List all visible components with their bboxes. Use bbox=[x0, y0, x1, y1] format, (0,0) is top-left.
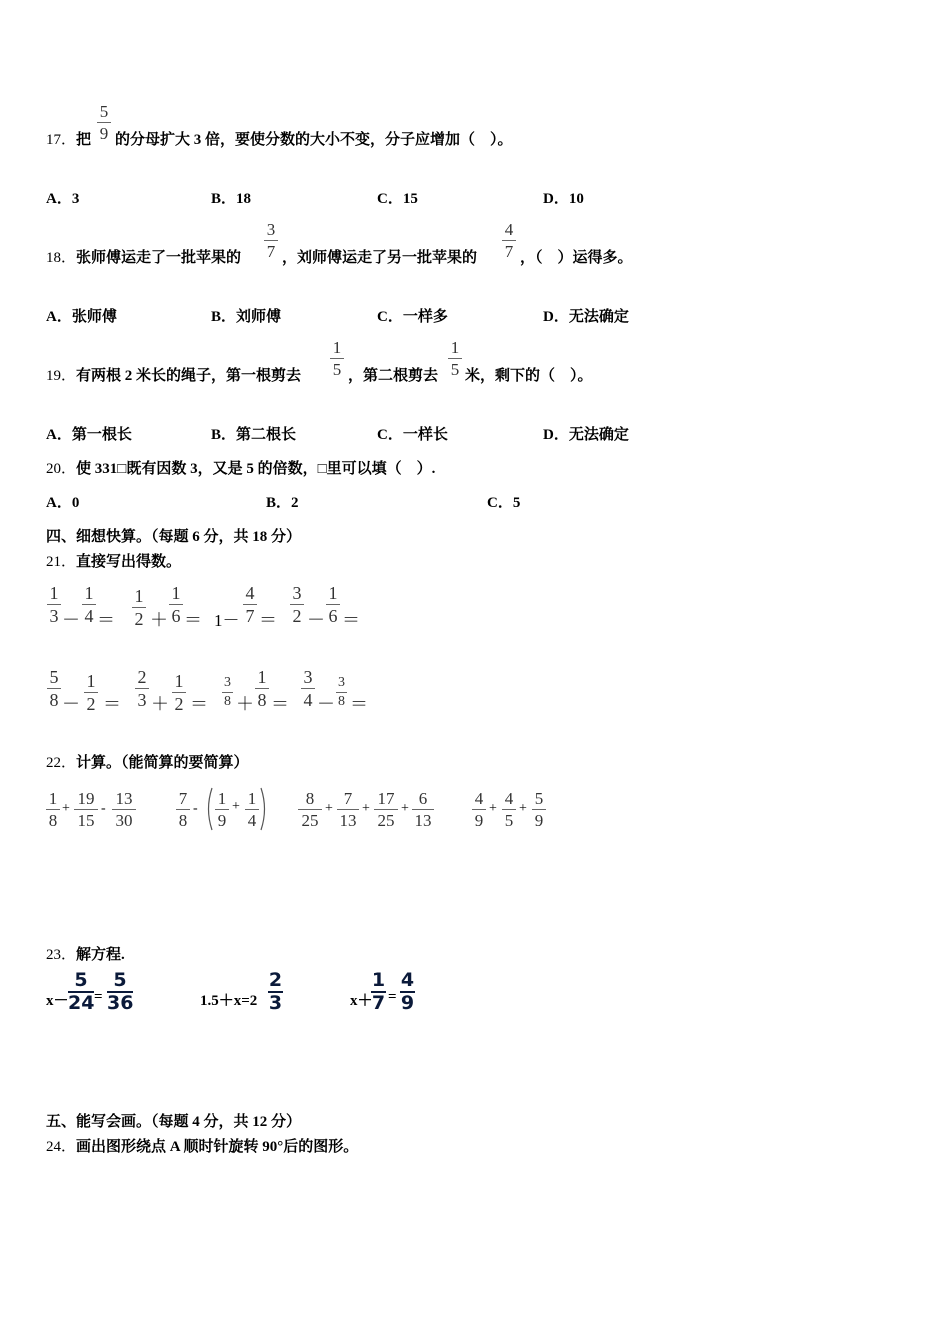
operator: - bbox=[193, 801, 198, 816]
fraction-3-7 bbox=[264, 221, 278, 260]
option-a[interactable]: A．第一根长 bbox=[46, 427, 132, 443]
question-17 bbox=[46, 128, 91, 149]
operator: ＋ bbox=[236, 694, 254, 714]
option-b[interactable]: B．刘师傅 bbox=[211, 309, 282, 325]
fraction-4-7 bbox=[502, 221, 516, 260]
fraction: 7 8 bbox=[176, 790, 190, 829]
operator: - bbox=[101, 801, 106, 816]
fraction: 4 9 bbox=[400, 969, 415, 1014]
operator: + bbox=[62, 801, 70, 816]
option-c[interactable]: C．一样多 bbox=[377, 309, 448, 325]
question-text-post: ，（ ）运得多。 bbox=[520, 250, 633, 266]
question-text-post: 米，剩下的（ ）。 bbox=[465, 368, 593, 384]
numerator: 1 bbox=[332, 338, 342, 357]
fraction: 3 2 bbox=[290, 584, 304, 625]
option-b[interactable]: B．18 bbox=[211, 191, 252, 207]
fraction: 1 3 bbox=[47, 584, 61, 625]
question-21 bbox=[46, 550, 181, 571]
numerator: 4 bbox=[504, 220, 514, 239]
equation-lead: x－ bbox=[46, 993, 69, 1009]
right-parenthesis bbox=[259, 786, 269, 832]
section-heading-4: 四、细想快算。（每题 6 分，共 18 分） bbox=[46, 529, 302, 545]
option-a[interactable]: A．张师傅 bbox=[46, 309, 117, 325]
fraction: 5 36 bbox=[107, 969, 134, 1014]
numerator: 5 bbox=[99, 102, 109, 121]
fraction: 5 24 bbox=[68, 969, 95, 1014]
option-d[interactable]: D．无法确定 bbox=[543, 427, 629, 443]
operator: + bbox=[362, 801, 370, 816]
question-number: 17． bbox=[46, 132, 77, 148]
denominator: 7 bbox=[504, 242, 514, 261]
operator: + bbox=[519, 801, 527, 816]
option-c[interactable]: C．5 bbox=[487, 495, 521, 511]
fraction: 1 7 bbox=[371, 969, 386, 1014]
fraction: 1 6 bbox=[326, 584, 340, 625]
fraction: 1 8 bbox=[46, 790, 60, 829]
option-c[interactable]: C．15 bbox=[377, 191, 418, 207]
fraction: 13 30 bbox=[112, 790, 136, 829]
denominator: 5 bbox=[332, 360, 342, 379]
question-text: 使 331□既有因数 3，又是 5 的倍数，□里可以填（ ）. bbox=[76, 461, 436, 477]
question-text-post: 的分母扩大 3 倍，要使分数的大小不变，分子应增加（ ）。 bbox=[115, 132, 513, 148]
question-number: 18． bbox=[46, 250, 77, 266]
option-b[interactable]: B．第二根长 bbox=[211, 427, 297, 443]
question-24 bbox=[46, 1135, 358, 1156]
equals: ＝ bbox=[190, 694, 208, 714]
question-text: 解方程. bbox=[76, 947, 125, 963]
operator: + bbox=[489, 801, 497, 816]
fraction-1-5 bbox=[330, 339, 344, 378]
question-number: 19． bbox=[46, 368, 77, 384]
fraction: 8 25 bbox=[298, 790, 322, 829]
equals: ＝ bbox=[350, 694, 368, 714]
denominator: 9 bbox=[99, 124, 109, 143]
operator: + bbox=[232, 799, 240, 814]
fraction: 5 9 bbox=[532, 790, 546, 829]
question-23 bbox=[46, 943, 125, 964]
fraction: 5 8 bbox=[47, 668, 61, 709]
fraction: 1 4 bbox=[245, 790, 259, 829]
equals: ＝ bbox=[271, 694, 289, 714]
fraction: 6 13 bbox=[412, 790, 434, 829]
operator: ＋ bbox=[150, 610, 168, 630]
equals: ＝ bbox=[103, 694, 121, 714]
equals: = bbox=[94, 989, 103, 1005]
fraction: 3 8 bbox=[224, 675, 231, 709]
option-a[interactable]: A．0 bbox=[46, 495, 80, 511]
operator: + bbox=[401, 801, 409, 816]
question-text-pre: 有两根 2 米长的绳子，第一根剪去 bbox=[76, 368, 302, 384]
left-parenthesis bbox=[204, 786, 214, 832]
numerator: 3 bbox=[266, 220, 276, 239]
operator: － bbox=[62, 610, 80, 630]
question-text: 计算。（能简算的要简算） bbox=[76, 755, 249, 771]
fraction: 4 7 bbox=[243, 584, 257, 625]
equals: = bbox=[388, 989, 397, 1005]
fraction: 1 2 bbox=[172, 672, 186, 713]
operator: － bbox=[307, 610, 325, 630]
question-18 bbox=[46, 246, 241, 267]
fraction-1-5 bbox=[448, 339, 462, 378]
question-number: 20． bbox=[46, 461, 77, 477]
equation-lead: x＋ bbox=[350, 993, 373, 1009]
section-heading-5: 五、能写会画。（每题 4 分，共 12 分） bbox=[46, 1114, 302, 1130]
question-text-mid: ，第二根剪去 bbox=[348, 368, 439, 384]
equation-lead: 1.5＋x=2 bbox=[200, 993, 258, 1009]
question-text-pre: 把 bbox=[76, 132, 92, 148]
option-c[interactable]: C．一样长 bbox=[377, 427, 448, 443]
fraction: 19 15 bbox=[74, 790, 98, 829]
equals: ＝ bbox=[184, 610, 202, 630]
fraction: 4 5 bbox=[502, 790, 516, 829]
option-d[interactable]: D．10 bbox=[543, 191, 584, 207]
fraction: 17 25 bbox=[374, 790, 398, 829]
option-d[interactable]: D．无法确定 bbox=[543, 309, 629, 325]
fraction: 3 8 bbox=[338, 675, 345, 709]
fraction: 2 3 bbox=[268, 969, 283, 1014]
question-number: 24． bbox=[46, 1139, 77, 1155]
question-text: 画出图形绕点 A 顺时针旋转 90°后的图形。 bbox=[76, 1139, 359, 1155]
lead-term: 1－ bbox=[214, 611, 240, 630]
fraction: 1 4 bbox=[82, 584, 96, 625]
operator: ＋ bbox=[151, 694, 169, 714]
operator: － bbox=[317, 694, 335, 714]
question-text-mid: ，刘师傅运走了另一批苹果的 bbox=[282, 250, 478, 266]
question-19 bbox=[46, 364, 301, 385]
denominator: 5 bbox=[450, 360, 460, 379]
fraction: 1 9 bbox=[215, 790, 229, 829]
equals: ＝ bbox=[97, 610, 115, 630]
numerator: 1 bbox=[450, 338, 460, 357]
operator: － bbox=[62, 694, 80, 714]
fraction: 1 6 bbox=[169, 584, 183, 625]
fraction: 2 3 bbox=[135, 668, 149, 709]
fraction: 1 2 bbox=[84, 672, 98, 713]
question-number: 21． bbox=[46, 554, 77, 570]
equals: ＝ bbox=[342, 610, 360, 630]
fraction: 1 2 bbox=[132, 587, 146, 628]
fraction-5-9 bbox=[97, 103, 111, 142]
option-a[interactable]: A．3 bbox=[46, 191, 80, 207]
fraction: 1 8 bbox=[255, 668, 269, 709]
fraction: 7 13 bbox=[337, 790, 359, 829]
question-number: 23． bbox=[46, 947, 77, 963]
question-text-pre: 张师傅运走了一批苹果的 bbox=[76, 250, 242, 266]
question-22 bbox=[46, 751, 249, 772]
equals: ＝ bbox=[259, 610, 277, 630]
question-text: 直接写出得数。 bbox=[76, 554, 182, 570]
denominator: 7 bbox=[266, 242, 276, 261]
operator: + bbox=[325, 801, 333, 816]
option-b[interactable]: B．2 bbox=[266, 495, 299, 511]
fraction: 4 9 bbox=[472, 790, 486, 829]
question-number: 22． bbox=[46, 755, 77, 771]
fraction: 3 4 bbox=[301, 668, 315, 709]
question-20 bbox=[46, 457, 435, 478]
